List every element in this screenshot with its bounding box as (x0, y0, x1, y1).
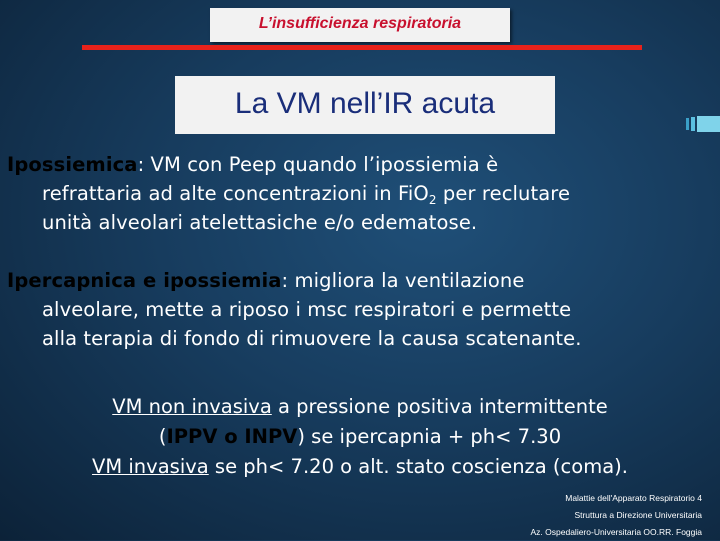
slide-title: La VM nell’IR acuta (234, 87, 496, 120)
para2-line1-text: migliora la ventilazione (288, 269, 525, 292)
paragraph-ipossiemica (7, 150, 713, 237)
para1-line2 (7, 179, 713, 208)
para2-label: Ipercapnica e ipossiemia (7, 269, 282, 292)
footer-credits (531, 490, 702, 541)
ippv-inpv: IPPV o INPV (166, 425, 298, 448)
para1-line2-b: per reclutare (436, 182, 571, 205)
summary-line3 (0, 452, 720, 482)
footer-line2: Struttura a Direzione Universitaria (574, 510, 702, 520)
header-title: L’insufficienza respiratoria (258, 15, 462, 32)
vm-invasiva: VM invasiva (92, 455, 209, 478)
summary-line1 (0, 392, 720, 422)
para1-line1-text: VM con Peep quando l’ipossiemia è (144, 153, 499, 176)
para1-line3: unità alveolari atelettasiche e/o edematose. (42, 211, 478, 234)
decorative-stripes-icon (686, 116, 720, 132)
vm-non-invasiva: VM non invasiva (112, 395, 272, 418)
para2-sep: : (281, 269, 289, 292)
footer-line1: Malattie dell'Apparato Respiratorio 4 (565, 493, 702, 503)
header-banner (210, 8, 510, 42)
red-divider (82, 45, 642, 50)
summary-line2 (0, 422, 720, 452)
para2-line2: alveolare, mette a riposo i msc respiratori e permette (42, 298, 572, 321)
paragraph-ipercapnica (7, 266, 713, 353)
summary-line2-rest: ) se ipercapnia + ph< 7.30 (297, 425, 562, 448)
para1-line1 (7, 150, 713, 179)
para2-line3: alla terapia di fondo di rimuovere la causa scatenante. (42, 327, 582, 350)
summary-line1-rest: a pressione positiva intermittente (271, 395, 608, 418)
summary-line2-open: ( (158, 425, 167, 448)
para1-sep: : (137, 153, 145, 176)
footer-line3: Az. Ospedaliero-Universitaria OO.RR. Foggia (530, 527, 702, 537)
para2-line1 (7, 266, 713, 295)
ventilation-summary (0, 392, 720, 482)
title-banner (175, 76, 555, 134)
para1-line2-a: refrattaria ad alte concentrazioni in FiO (42, 182, 429, 205)
para1-label: Ipossiemica (7, 153, 138, 176)
summary-line3-rest: se ph< 7.20 o alt. stato coscienza (coma). (208, 455, 628, 478)
para1-subscript: 2 (428, 193, 437, 207)
